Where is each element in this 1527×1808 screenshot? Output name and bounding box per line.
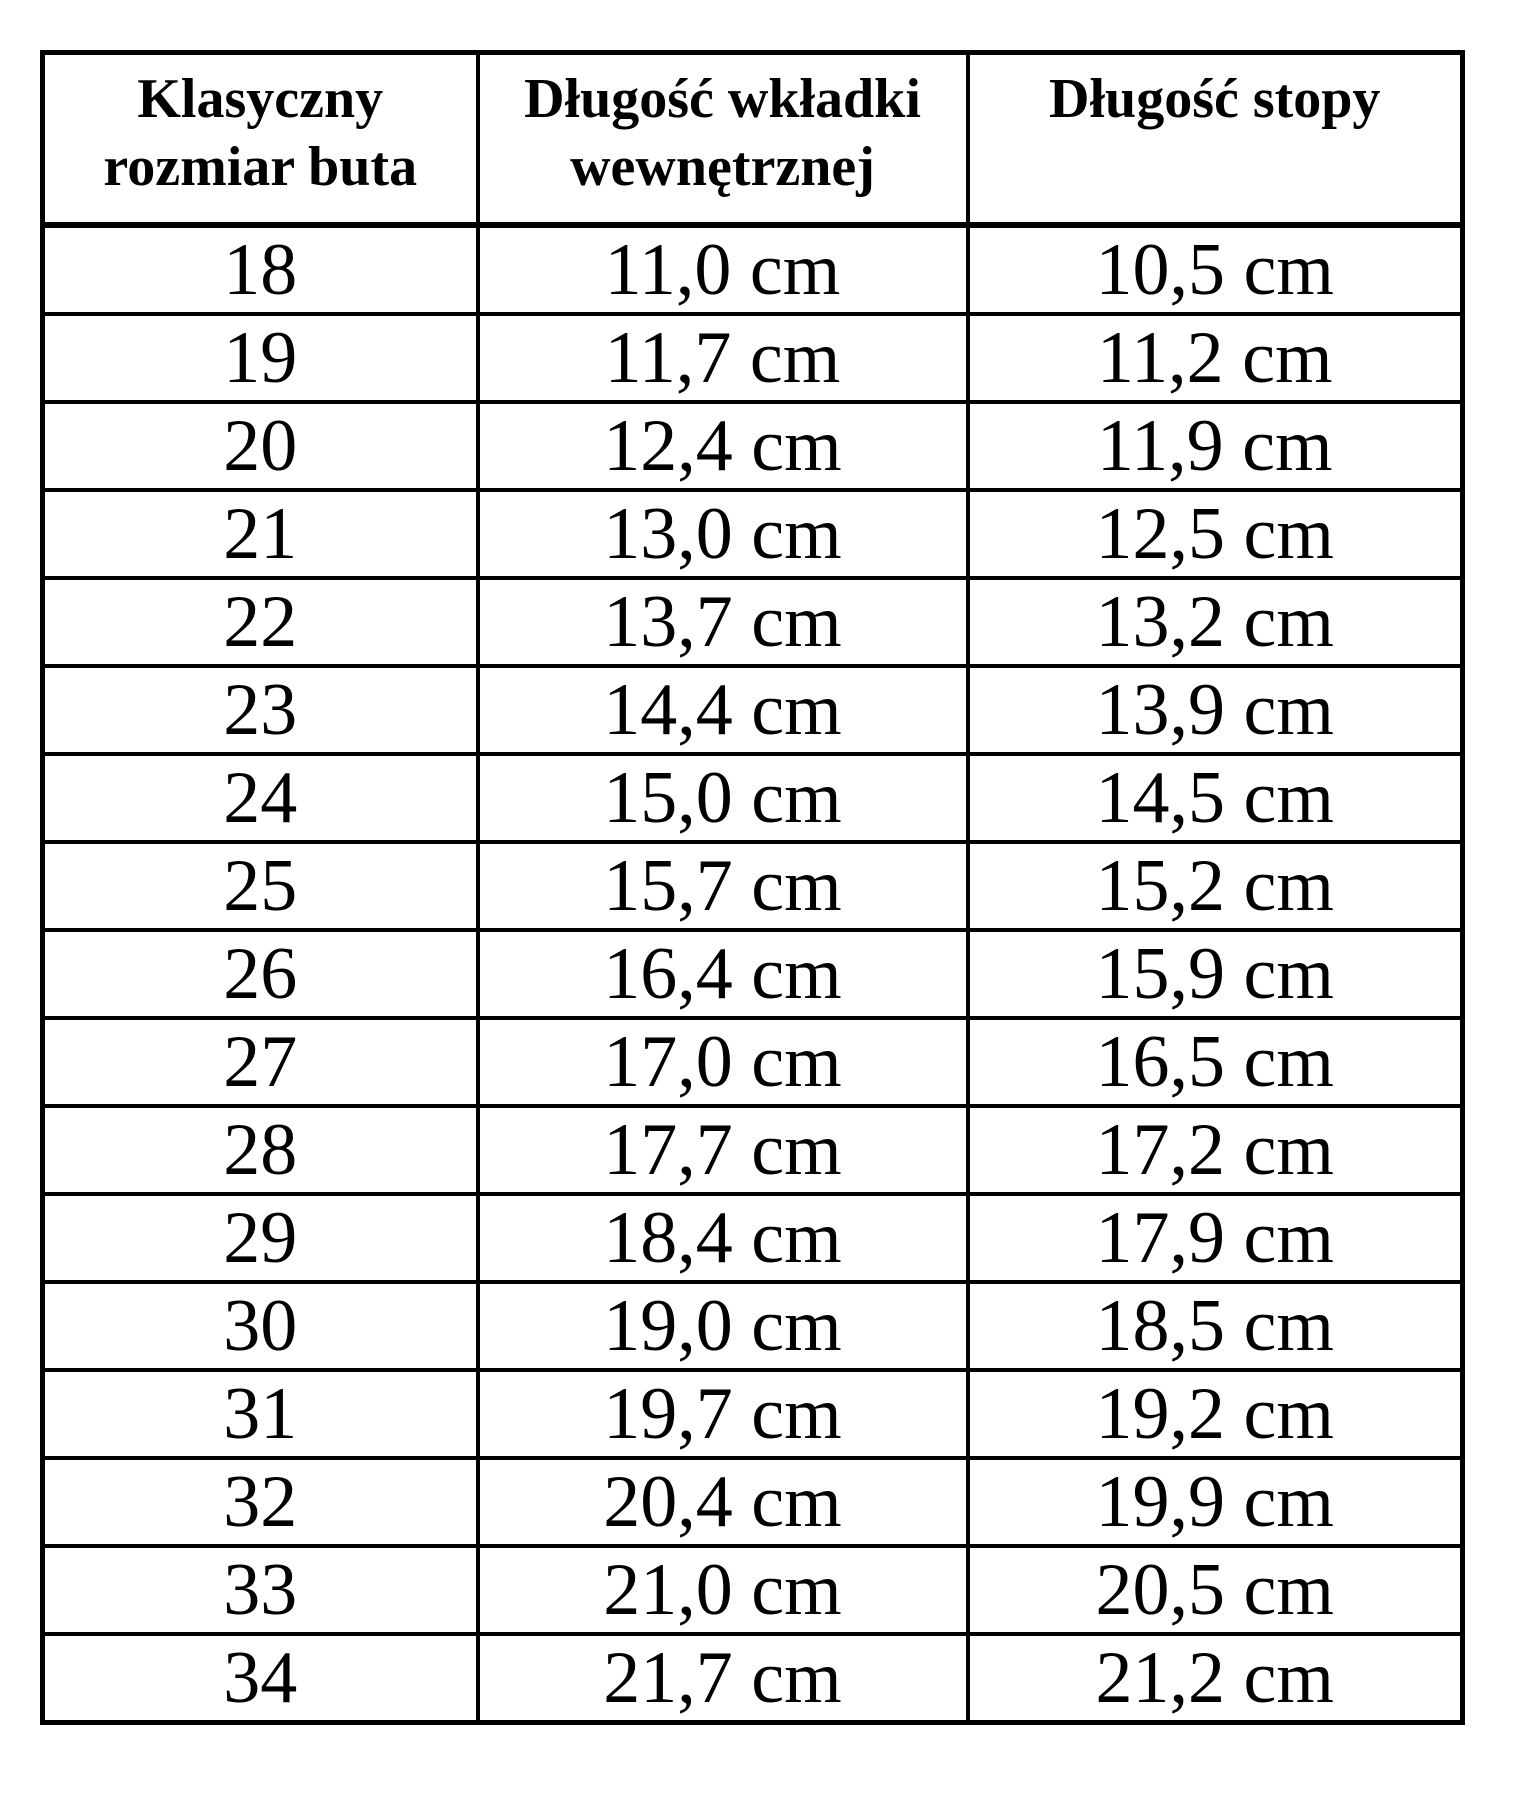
shoe-size-cell: 32 <box>43 1458 478 1546</box>
foot-length-cell: 19,2 cm <box>968 1370 1463 1458</box>
shoe-size-cell: 25 <box>43 842 478 930</box>
foot-length-cell: 11,2 cm <box>968 314 1463 402</box>
foot-length-cell: 15,2 cm <box>968 842 1463 930</box>
foot-length-cell: 12,5 cm <box>968 490 1463 578</box>
table-row <box>43 402 1463 490</box>
header-foot-length <box>968 53 1463 225</box>
insole-length-cell: 20,4 cm <box>478 1458 968 1546</box>
header-insole-length-label: Długość wkładki wewnętrznej <box>524 68 921 199</box>
table-header <box>43 53 1463 225</box>
foot-length-cell: 14,5 cm <box>968 754 1463 842</box>
foot-length-cell: 16,5 cm <box>968 1018 1463 1106</box>
shoe-size-cell: 18 <box>43 225 478 314</box>
foot-length-cell: 13,2 cm <box>968 578 1463 666</box>
foot-length-cell: 19,9 cm <box>968 1458 1463 1546</box>
table-row <box>43 1370 1463 1458</box>
shoe-size-table <box>40 50 1465 1725</box>
foot-length-cell: 20,5 cm <box>968 1546 1463 1634</box>
table-row <box>43 314 1463 402</box>
table-row <box>43 1546 1463 1634</box>
table-row <box>43 930 1463 1018</box>
shoe-size-cell: 31 <box>43 1370 478 1458</box>
foot-length-cell: 11,9 cm <box>968 402 1463 490</box>
shoe-size-cell: 26 <box>43 930 478 1018</box>
shoe-size-cell: 21 <box>43 490 478 578</box>
insole-length-cell: 15,7 cm <box>478 842 968 930</box>
insole-length-cell: 16,4 cm <box>478 930 968 1018</box>
shoe-size-cell: 27 <box>43 1018 478 1106</box>
header-foot-length-label: Długość stopy <box>1049 68 1381 130</box>
foot-length-cell: 15,9 cm <box>968 930 1463 1018</box>
shoe-size-cell: 22 <box>43 578 478 666</box>
header-insole-length <box>478 53 968 225</box>
header-shoe-size-label: Klasyczny rozmiar buta <box>103 68 418 199</box>
table-body <box>43 225 1463 1723</box>
insole-length-cell: 13,0 cm <box>478 490 968 578</box>
shoe-size-cell: 29 <box>43 1194 478 1282</box>
insole-length-cell: 11,7 cm <box>478 314 968 402</box>
foot-length-cell: 13,9 cm <box>968 666 1463 754</box>
insole-length-cell: 19,7 cm <box>478 1370 968 1458</box>
table-row <box>43 1458 1463 1546</box>
insole-length-cell: 13,7 cm <box>478 578 968 666</box>
insole-length-cell: 17,0 cm <box>478 1018 968 1106</box>
insole-length-cell: 11,0 cm <box>478 225 968 314</box>
table-row <box>43 1106 1463 1194</box>
foot-length-cell: 10,5 cm <box>968 225 1463 314</box>
shoe-size-cell: 24 <box>43 754 478 842</box>
shoe-size-cell: 28 <box>43 1106 478 1194</box>
table-row <box>43 578 1463 666</box>
insole-length-cell: 21,0 cm <box>478 1546 968 1634</box>
insole-length-cell: 12,4 cm <box>478 402 968 490</box>
foot-length-cell: 21,2 cm <box>968 1634 1463 1723</box>
insole-length-cell: 21,7 cm <box>478 1634 968 1723</box>
table-row <box>43 1282 1463 1370</box>
table-row <box>43 666 1463 754</box>
table-row <box>43 1194 1463 1282</box>
insole-length-cell: 17,7 cm <box>478 1106 968 1194</box>
insole-length-cell: 19,0 cm <box>478 1282 968 1370</box>
table-row <box>43 842 1463 930</box>
insole-length-cell: 15,0 cm <box>478 754 968 842</box>
foot-length-cell: 17,9 cm <box>968 1194 1463 1282</box>
table-row <box>43 1634 1463 1723</box>
foot-length-cell: 17,2 cm <box>968 1106 1463 1194</box>
shoe-size-cell: 33 <box>43 1546 478 1634</box>
shoe-size-cell: 23 <box>43 666 478 754</box>
insole-length-cell: 18,4 cm <box>478 1194 968 1282</box>
header-row <box>43 53 1463 225</box>
table-row <box>43 754 1463 842</box>
table-row <box>43 1018 1463 1106</box>
foot-length-cell: 18,5 cm <box>968 1282 1463 1370</box>
shoe-size-cell: 20 <box>43 402 478 490</box>
insole-length-cell: 14,4 cm <box>478 666 968 754</box>
shoe-size-cell: 19 <box>43 314 478 402</box>
shoe-size-cell: 34 <box>43 1634 478 1723</box>
shoe-size-cell: 30 <box>43 1282 478 1370</box>
table-row <box>43 225 1463 314</box>
header-shoe-size <box>43 53 478 225</box>
table-row <box>43 490 1463 578</box>
